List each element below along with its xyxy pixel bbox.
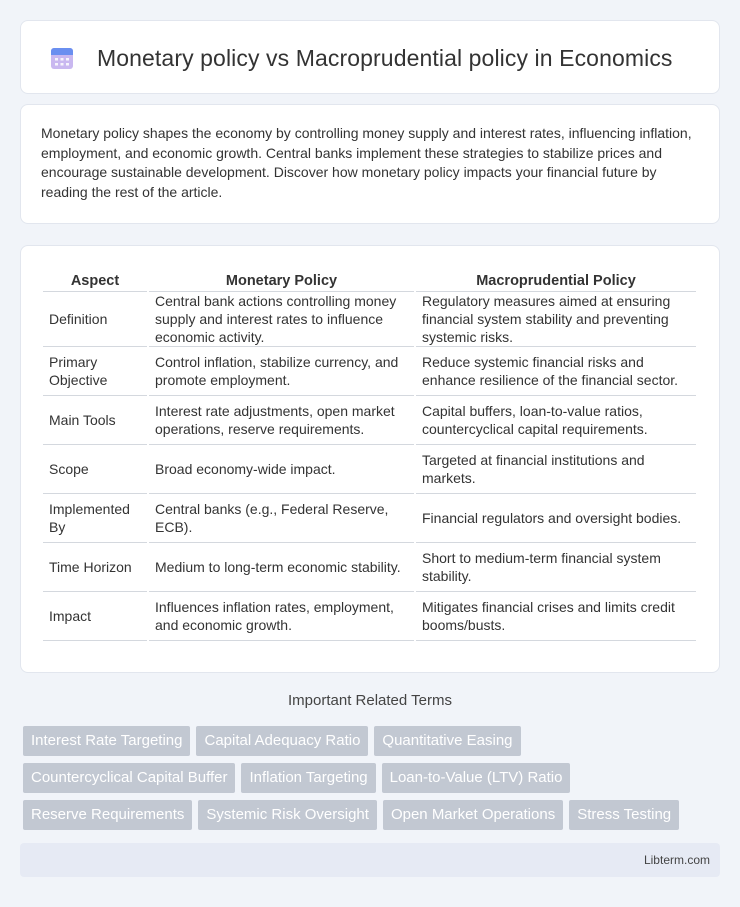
intro-paragraph: Monetary policy shapes the economy by controlling money supply and interest rates, influencing inflation, employment, and economic growth. Central banks implement these strategies to stabilize prices and encourage sustainable development. Discover how monetary policy impacts your financial future by reading the rest of the article. — [41, 125, 692, 200]
header-aspect: Aspect — [43, 266, 147, 292]
term-tag[interactable]: Open Market Operations — [383, 800, 563, 830]
tag-row — [23, 763, 723, 793]
row-aspect: Implemented By — [43, 494, 147, 543]
row-macroprudential: Short to medium-term financial system stability. — [416, 543, 696, 592]
related-terms — [23, 726, 723, 837]
tag-row — [23, 800, 723, 830]
row-monetary: Central banks (e.g., Federal Reserve, ECB). — [149, 494, 414, 543]
intro-card — [20, 104, 720, 224]
term-tag[interactable]: Loan-to-Value (LTV) Ratio — [382, 763, 571, 793]
table-row — [43, 347, 696, 396]
comparison-table — [41, 266, 698, 641]
term-tag[interactable]: Systemic Risk Oversight — [198, 800, 377, 830]
term-tag[interactable]: Inflation Targeting — [241, 763, 375, 793]
row-monetary: Control inflation, stabilize currency, and promote employment. — [149, 347, 414, 396]
term-tag[interactable]: Countercyclical Capital Buffer — [23, 763, 235, 793]
row-aspect: Impact — [43, 592, 147, 641]
row-macroprudential: Regulatory measures aimed at ensuring financial system stability and preventing systemic risks. — [416, 292, 696, 347]
related-terms-heading: Important Related Terms — [288, 692, 452, 709]
row-aspect: Primary Objective — [43, 347, 147, 396]
footer-site-link[interactable]: Libterm.com — [643, 853, 710, 867]
table-row — [43, 396, 696, 445]
comparison-card — [20, 245, 720, 673]
row-monetary: Broad economy-wide impact. — [149, 445, 414, 494]
row-monetary: Influences inflation rates, employment, and economic growth. — [149, 592, 414, 641]
term-tag[interactable]: Stress Testing — [569, 800, 679, 830]
header-monetary: Monetary Policy — [149, 266, 414, 292]
table-row — [43, 494, 696, 543]
row-aspect: Main Tools — [43, 396, 147, 445]
table-row — [43, 543, 696, 592]
page-title: Monetary policy vs Macroprudential policy in Economics — [97, 45, 673, 71]
header-macroprudential: Macroprudential Policy — [416, 266, 696, 292]
footer — [20, 843, 720, 877]
term-tag[interactable]: Quantitative Easing — [374, 726, 520, 756]
row-macroprudential: Reduce systemic financial risks and enhance resilience of the financial sector. — [416, 347, 696, 396]
term-tag[interactable]: Reserve Requirements — [23, 800, 192, 830]
table-row — [43, 592, 696, 641]
row-monetary: Interest rate adjustments, open market operations, reserve requirements. — [149, 396, 414, 445]
row-aspect: Definition — [43, 292, 147, 347]
table-row — [43, 292, 696, 347]
row-aspect: Time Horizon — [43, 543, 147, 592]
tag-row — [23, 726, 723, 756]
term-tag[interactable]: Capital Adequacy Ratio — [196, 726, 368, 756]
table-header-row — [43, 266, 696, 292]
row-macroprudential: Capital buffers, loan-to-value ratios, countercyclical capital requirements. — [416, 396, 696, 445]
row-monetary: Central bank actions controlling money supply and interest rates to influence economic activity. — [149, 292, 414, 347]
row-macroprudential: Financial regulators and oversight bodies. — [416, 494, 696, 543]
row-macroprudential: Mitigates financial crises and limits credit booms/busts. — [416, 592, 696, 641]
row-monetary: Medium to long-term economic stability. — [149, 543, 414, 592]
row-macroprudential: Targeted at financial institutions and markets. — [416, 445, 696, 494]
row-aspect: Scope — [43, 445, 147, 494]
header-card — [20, 20, 720, 94]
term-tag[interactable]: Interest Rate Targeting — [23, 726, 190, 756]
table-row — [43, 445, 696, 494]
calendar-icon — [49, 45, 75, 71]
